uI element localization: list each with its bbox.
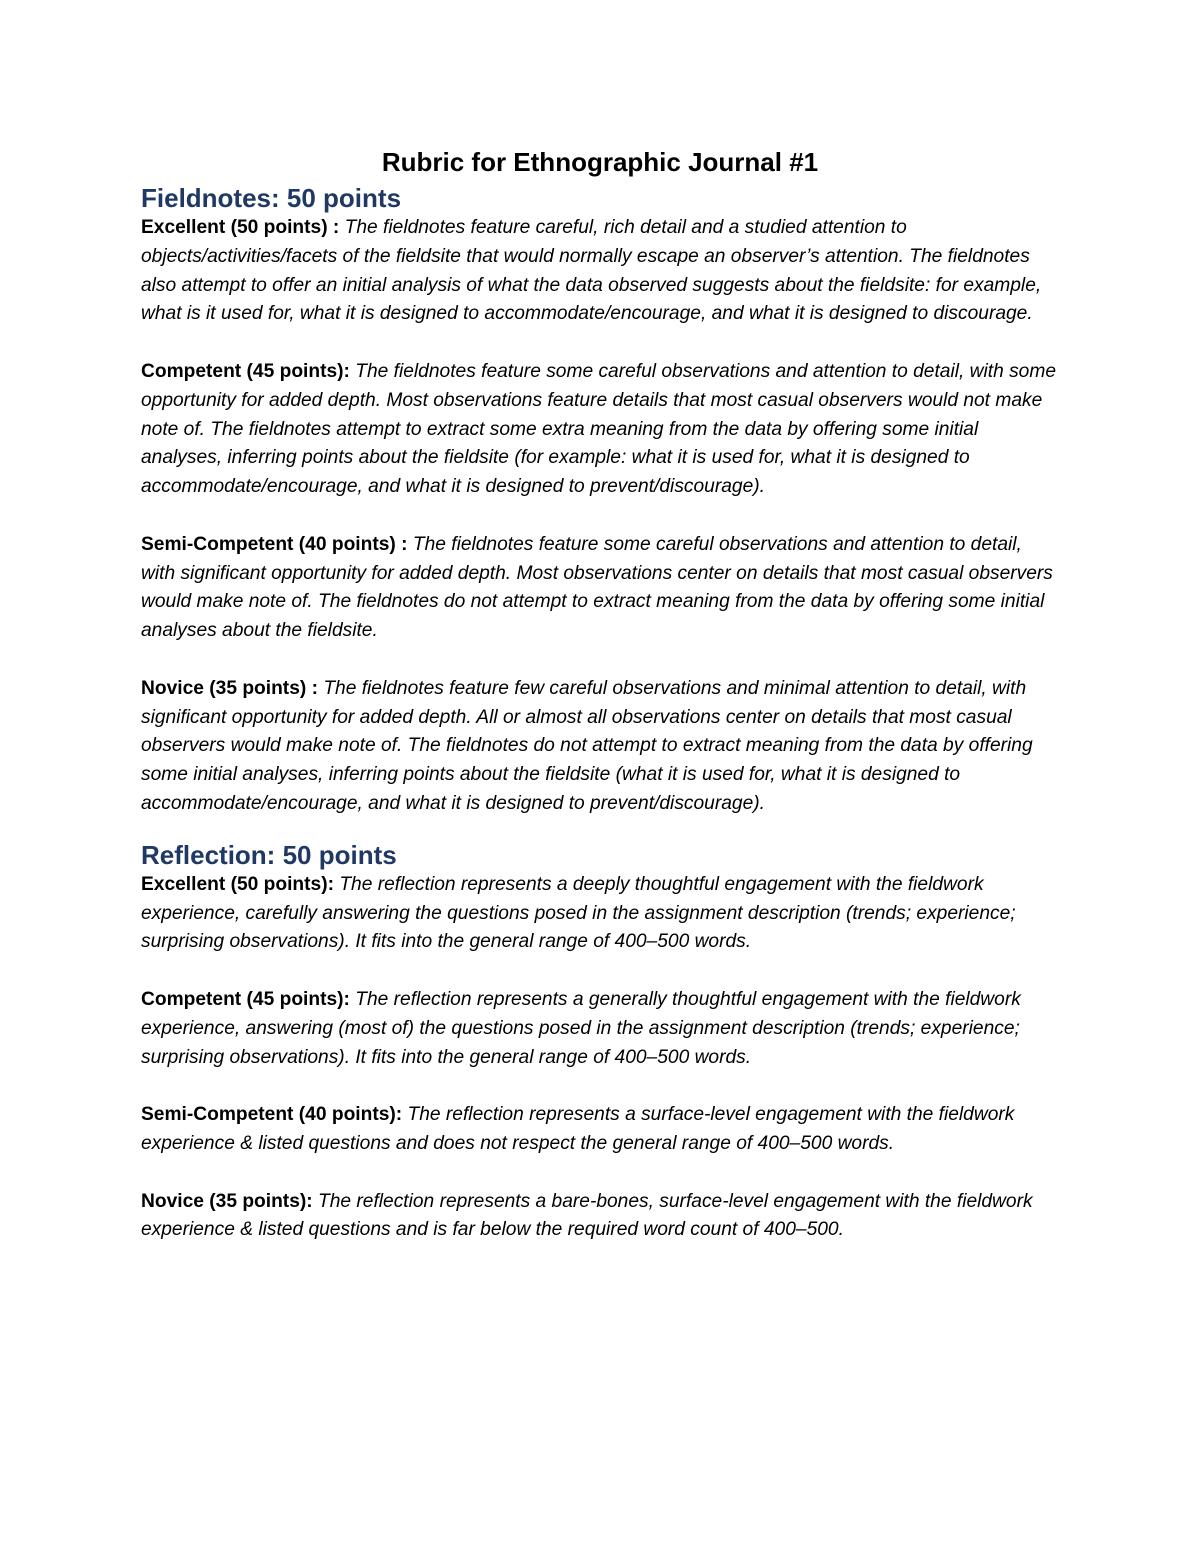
rubric-level-description: The reflection represents a bare-bones, surface-level engagement with the fieldwork experience & listed questions and is far below the required word count of 400–500. [141, 1190, 1033, 1241]
rubric-level-description: The fieldnotes feature careful, rich detail and a studied attention to objects/activities/facets of the fieldsite that would normally escape an observer’s attention. The fieldnotes also attempt to offer an initial analysis of what the data observed suggests about the fieldsite: for example, what is it used for, what it is designed to accommodate/encourage, and what it is designed to discourage. [141, 217, 1042, 325]
rubric-level-description: The fieldnotes feature some careful observations and attention to detail, with significant opportunity for added depth. Most observations center on details that most casual observers would make note of. The fieldnotes do not attempt to extract meaning from the data by offering some initial analyses about the fieldsite. [141, 533, 1053, 642]
rubric-level-label: Semi-Competent (40 points): [141, 1104, 408, 1126]
rubric-entry-reflection-excellent [141, 871, 1061, 957]
rubric-level-description: The reflection represents a deeply thoughtful engagement with the fieldwork experience, carefully answering the questions posed in the assignment description (trends; experience; surprising observations). It fits into the general range of 400–500 words. [141, 873, 1016, 953]
rubric-entry-reflection-semi-competent [141, 1101, 1061, 1159]
rubric-entry-reflection-competent [141, 986, 1061, 1072]
rubric-level-label: Excellent (50 points): [141, 873, 340, 895]
document-title: Rubric for Ethnographic Journal #1 [381, 147, 819, 177]
rubric-level-description: The fieldnotes feature few careful observations and minimal attention to detail, with significant opportunity for added depth. All or almost all observations center on details that most casual observers would make note of. The fieldnotes do not attempt to extract meaning from the data by offering some initial analyses, inferring points about the fieldsite (what it is used for, what it is designed to accommodate/encourage, and what it is designed to prevent/discourage). [141, 677, 1033, 814]
section-heading-fieldnotes: Fieldnotes: 50 points [141, 183, 402, 213]
rubric-level-label: Semi-Competent (40 points) : [141, 533, 413, 555]
section-reflection [141, 839, 1061, 1245]
rubric-level-label: Novice (35 points): [141, 1190, 318, 1212]
rubric-level-description: The fieldnotes feature some careful observations and attention to detail, with some opportunity for added depth. Most observations feature details that most casual observers would not make note of. The fieldnotes attempt to extract some extra meaning from the data by offering some initial analyses, inferring points about the fieldsite (for example: what it is used for, what it is designed to accommodate/encourage, and what it is designed to prevent/discourage). [141, 360, 1057, 498]
rubric-level-label: Novice (35 points) : [141, 677, 324, 699]
rubric-entry-reflection-novice [141, 1188, 1061, 1246]
rubric-level-label: Excellent (50 points) : [141, 217, 345, 238]
rubric-entry-fieldnotes-excellent [141, 214, 1061, 329]
section-fieldnotes [141, 182, 1061, 819]
rubric-level-description: The reflection represents a generally thoughtful engagement with the fieldwork experience, answering (most of) the questions posed in the assignment description (trends; experience; surprising observations). It fits into the general range of 400–500 words. [141, 988, 1021, 1068]
rubric-level-label: Competent (45 points): [141, 988, 356, 1010]
rubric-level-label: Competent (45 points): [141, 360, 356, 382]
rubric-level-description: The reflection represents a surface-level engagement with the fieldwork experience & listed questions and does not respect the general range of 400–500 words. [141, 1104, 1015, 1154]
document-body [141, 146, 1061, 1245]
rubric-entry-fieldnotes-novice [141, 675, 1061, 819]
rubric-entry-fieldnotes-semi-competent [141, 531, 1061, 646]
rubric-entry-fieldnotes-competent [141, 358, 1061, 502]
section-heading-reflection: Reflection: 50 points [141, 839, 397, 870]
